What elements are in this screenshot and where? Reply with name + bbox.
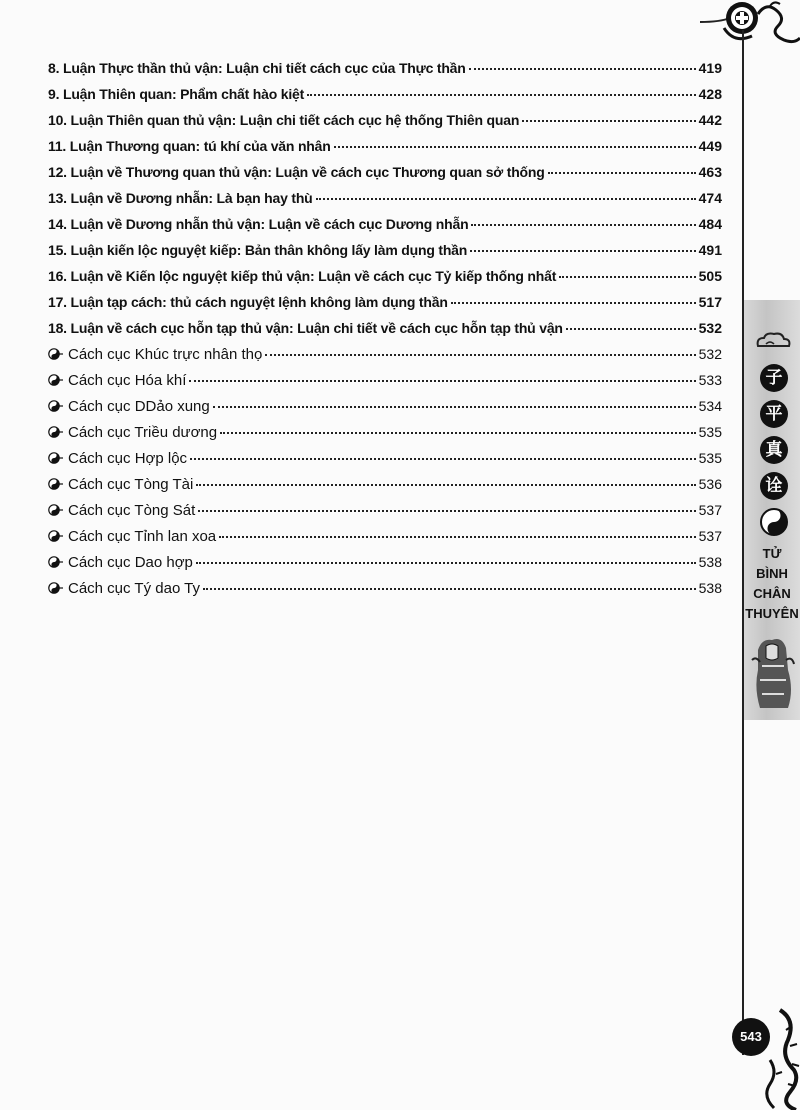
- toc-entry-title: Cách cục Hợp lộc: [68, 450, 188, 467]
- yin-yang-icon: [48, 451, 64, 463]
- toc-entry-title: 17. Luận tạp cách: thủ cách nguyệt lệnh không làm dụng thần: [48, 294, 448, 310]
- dot-leader: [334, 146, 696, 148]
- toc-entry-page: 442: [698, 112, 722, 128]
- dot-leader: [471, 224, 695, 226]
- dot-leader: [469, 68, 696, 70]
- toc-entry-page: 537: [698, 528, 722, 544]
- toc-chapter-entry: [48, 216, 722, 242]
- seal-char-1: 子: [760, 364, 788, 392]
- yin-yang-icon: [48, 373, 64, 385]
- yin-yang-icon: [48, 529, 64, 541]
- dot-leader: [316, 198, 696, 200]
- seal-char-2: 平: [760, 400, 788, 428]
- dot-leader: [470, 250, 696, 252]
- dot-leader: [220, 432, 696, 434]
- toc-entry-title: Cách cục DDảo xung: [68, 398, 210, 415]
- toc-entry-page: 505: [698, 268, 722, 284]
- toc-subsection-entry: [48, 372, 722, 398]
- toc-subsection-entry: [48, 476, 722, 502]
- dot-leader: [213, 406, 696, 408]
- ornament-icon: [700, 0, 800, 50]
- toc-subsection-entry: [48, 580, 722, 606]
- toc-chapter-entry: [48, 86, 722, 112]
- toc-entry-page: 537: [698, 502, 722, 518]
- toc-chapter-entry: [48, 242, 722, 268]
- toc-entry-page: 463: [698, 164, 722, 180]
- toc-entry-title: 10. Luận Thiên quan thủ vận: Luận chi tiết cách cục hệ thống Thiên quan: [48, 112, 520, 128]
- toc-subsection-entry: [48, 424, 722, 450]
- dot-leader: [451, 302, 696, 304]
- toc-entry-title: 14. Luận về Dương nhẫn thủ vận: Luận về cách cục Dương nhẫn: [48, 216, 469, 232]
- toc-entry-page: 449: [698, 138, 722, 154]
- dot-leader: [189, 380, 695, 382]
- toc-entry-title: Cách cục Tỉnh lan xoa: [68, 528, 217, 545]
- toc-subsection-entry: [48, 450, 722, 476]
- dot-leader: [196, 484, 695, 486]
- toc-entry-page: 535: [698, 424, 722, 440]
- cloud-icon: [754, 330, 792, 352]
- toc-entry-page: 491: [698, 242, 722, 258]
- toc-chapter-entry: [48, 164, 722, 190]
- toc-subsection-entry: [48, 502, 722, 528]
- toc-entry-title: 16. Luận về Kiến lộc nguyệt kiếp thủ vận: Luận về cách cục Tỷ kiếp thống nhất: [48, 268, 557, 284]
- yin-yang-icon: [48, 555, 64, 567]
- toc-entry-title: Cách cục Tòng Sát: [68, 502, 196, 519]
- toc-chapter-entry: [48, 138, 722, 164]
- page-number-badge: 543: [732, 1018, 770, 1056]
- seal-char-4: 诠: [760, 472, 788, 500]
- dot-leader: [522, 120, 695, 122]
- table-of-contents: [48, 60, 722, 606]
- toc-entry-page: 428: [698, 86, 722, 102]
- toc-entry-title: 12. Luận về Thương quan thủ vận: Luận về cách cục Thương quan sở thống: [48, 164, 545, 180]
- toc-entry-page: 419: [698, 60, 722, 76]
- toc-subsection-entry: [48, 398, 722, 424]
- toc-subsection-entry: [48, 554, 722, 580]
- dot-leader: [559, 276, 695, 278]
- toc-entry-page: 538: [698, 580, 722, 596]
- yin-yang-icon: [48, 347, 64, 359]
- toc-entry-page: 517: [698, 294, 722, 310]
- toc-chapter-entry: [48, 294, 722, 320]
- toc-chapter-entry: [48, 190, 722, 216]
- yin-yang-icon: [48, 477, 64, 489]
- toc-entry-page: 533: [698, 372, 722, 388]
- band-title-line-1: TỬ: [762, 546, 782, 561]
- band-title-line-4: THUYÊN: [745, 606, 799, 621]
- toc-entry-title: Cách cục Hóa khí: [68, 372, 187, 389]
- toc-entry-title: 9. Luận Thiên quan: Phẩm chất hào kiệt: [48, 86, 305, 102]
- toc-entry-title: 15. Luận kiến lộc nguyệt kiếp: Bản thân không lấy làm dụng thần: [48, 242, 468, 258]
- dot-leader: [219, 536, 696, 538]
- dot-leader: [196, 562, 696, 564]
- toc-entry-title: 18. Luận về cách cục hỗn tạp thủ vận: Luận chi tiết về cách cục hỗn tạp thủ vận: [48, 320, 563, 336]
- toc-entry-title: Cách cục Triều dương: [68, 424, 218, 441]
- toc-entry-title: Cách cục Tòng Tài: [68, 476, 194, 493]
- toc-subsection-entry: [48, 346, 722, 372]
- toc-entry-title: 13. Luận về Dương nhẫn: Là bạn hay thù: [48, 190, 313, 206]
- toc-chapter-entry: [48, 60, 722, 86]
- dot-leader: [203, 588, 696, 590]
- toc-entry-page: 534: [698, 398, 722, 414]
- toc-chapter-entry: [48, 112, 722, 138]
- toc-entry-page: 536: [698, 476, 722, 492]
- seal-char-3: 真: [760, 436, 788, 464]
- yin-yang-icon: [48, 503, 64, 515]
- toc-entry-title: 11. Luận Thương quan: tú khí của văn nhân: [48, 138, 331, 154]
- yin-yang-icon: [48, 425, 64, 437]
- toc-entry-page: 535: [698, 450, 722, 466]
- toc-chapter-entry: [48, 320, 722, 346]
- dot-leader: [198, 510, 695, 512]
- toc-chapter-entry: [48, 268, 722, 294]
- toc-entry-page: 538: [698, 554, 722, 570]
- figure-illustration: [748, 630, 798, 710]
- dot-leader: [566, 328, 696, 330]
- toc-entry-page: 532: [698, 320, 722, 336]
- toc-entry-page: 484: [698, 216, 722, 232]
- toc-entry-title: 8. Luận Thực thần thủ vận: Luận chi tiết cách cục của Thực thần: [48, 60, 466, 76]
- dot-leader: [265, 354, 695, 356]
- toc-entry-page: 532: [698, 346, 722, 362]
- toc-entry-title: Cách cục Khúc trực nhân thọ: [68, 346, 263, 363]
- band-title-line-2: BÌNH: [756, 566, 788, 581]
- dot-leader: [548, 172, 696, 174]
- yin-yang-icon: [760, 508, 788, 536]
- yin-yang-icon: [48, 399, 64, 411]
- toc-entry-title: Cách cục Dao hợp: [68, 554, 193, 571]
- side-band: [744, 300, 800, 720]
- band-title-line-3: CHÂN: [753, 586, 791, 601]
- dot-leader: [307, 94, 696, 96]
- toc-subsection-entry: [48, 528, 722, 554]
- toc-entry-page: 474: [698, 190, 722, 206]
- yin-yang-icon: [48, 581, 64, 593]
- toc-entry-title: Cách cục Tý dao Ty: [68, 580, 201, 597]
- dot-leader: [190, 458, 696, 460]
